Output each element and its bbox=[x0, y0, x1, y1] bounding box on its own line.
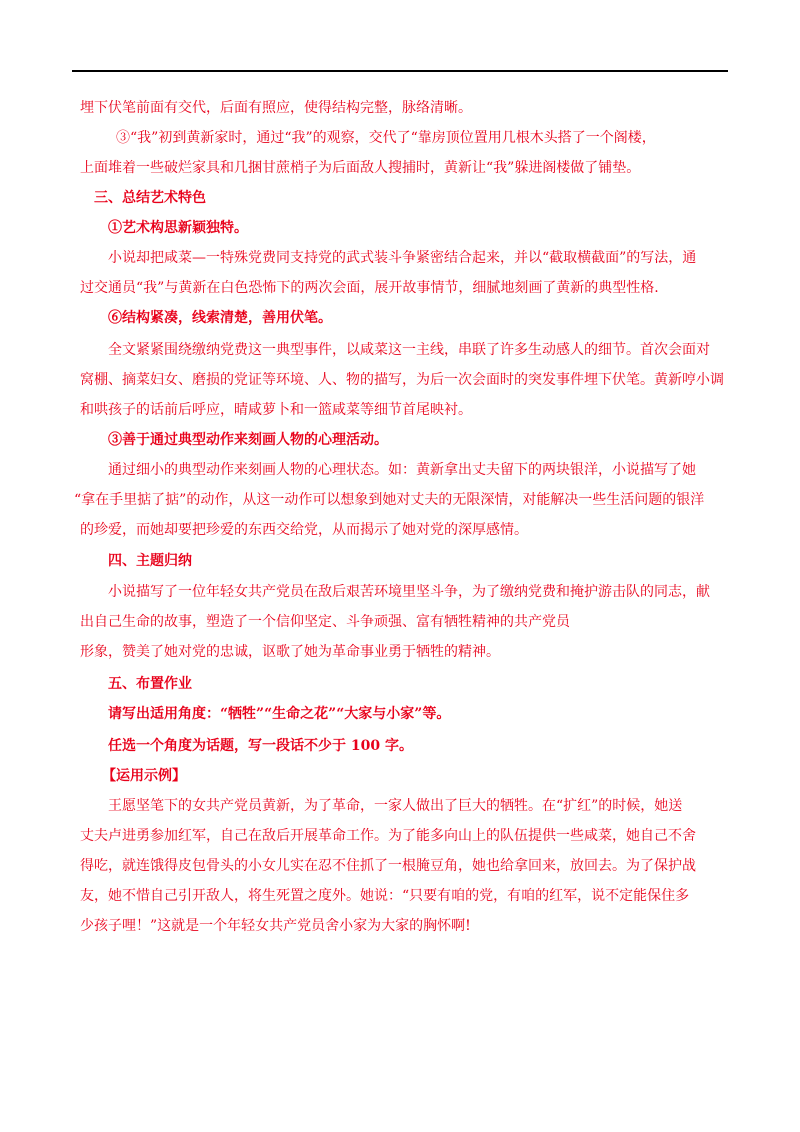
paragraph-line: 的珍爱，而她却要把珍爱的东西交给党，从而揭示了她对党的深厚感情。 bbox=[80, 522, 528, 538]
paragraph-line: ③“我”初到黄新家时，通过“我”的观察，交代了“靠房顶位置用几根木头搭了一个阁楼， bbox=[116, 130, 656, 146]
paragraph-line: 小说描写了一位年轻女共产党员在敌后艰苦环境里坚斗争，为了缴纳党费和掩护游击队的同志，献 bbox=[108, 584, 710, 600]
paragraph-line: 形象，赞美了她对党的忠诚，讴歌了她为革命事业勇于牺牲的精神。 bbox=[80, 644, 500, 660]
assignment-line: 请写出适用角度：“牺牲”“生命之花”“大家与小家”等。 bbox=[108, 706, 451, 722]
example-heading: 【运用示例】 bbox=[102, 768, 186, 784]
paragraph-line: 全文紧紧围绕缴纳党费这一典型事件，以咸菜这一主线，串联了许多生动感人的细节。首次会面对 bbox=[108, 342, 710, 358]
paragraph-line: 过交通员“我”与黄新在白色恐怖下的两次会面，展开故事情节，细腻地刻画了黄新的典型性格. bbox=[80, 280, 659, 296]
paragraph-line: 王愿坚笔下的女共产党员黄新，为了革命，一家人做出了巨大的牺牲。在“扩红”的时候，她送 bbox=[108, 798, 683, 814]
paragraph-line: 上面堆着一些破烂家具和几捆甘蔗梢子为后面敌人搜捕时，黄新让“我”躲进阁楼做了铺垫。 bbox=[80, 160, 641, 176]
paragraph-line: 少孩子哩！”这就是一个年轻女共产党员舍小家为大家的胸怀啊! bbox=[80, 918, 471, 934]
paragraph-line: 和哄孩子的话前后呼应，晴咸萝卜和一篮咸菜等细节首尾映衬。 bbox=[80, 402, 472, 418]
section-heading: 三、总结艺术特色 bbox=[94, 190, 206, 206]
paragraph-line: 得吃，就连饿得皮包骨头的小女儿实在忍不住抓了一根腌豆角，她也给拿回来，放回去。为了保护战 bbox=[80, 858, 696, 874]
paragraph-line: 通过细小的典型动作来刻画人物的心理状态。如：黄新拿出丈夫留下的两块银洋，小说描写了她 bbox=[108, 462, 696, 478]
paragraph-line: 出自己生命的故事，塑造了一个信仰坚定、斗争顽强、富有牺牲精神的共产党员 bbox=[80, 614, 570, 630]
paragraph-line: 小说却把咸菜—一特殊党费同支持党的武式装斗争紧密结合起来，并以“截取横截面”的写法，通 bbox=[108, 250, 697, 266]
section-heading: 四、主题归纳 bbox=[108, 553, 192, 569]
paragraph-line: 友，她不惜自己引开敌人，将生死置之度外。她说：“只要有咱的党，有咱的红军，说不定能保住多 bbox=[80, 888, 690, 904]
paragraph-line: “拿在手里掂了掂”的动作，从这一动作可以想象到她对丈夫的无限深情，对能解决一些生活问题的银洋 bbox=[74, 492, 705, 508]
paragraph-line: 窝棚、摘菜妇女、磨损的党证等环境、人、物的描写，为后一次会面时的突发事件埋下伏笔。黄新哼小调 bbox=[80, 372, 724, 388]
subsection-heading: ⑥结构紧凑，线索清楚，善用伏笔。 bbox=[108, 310, 332, 326]
assignment-line: 任选一个角度为话题，写一段话不少于 100 字。 bbox=[108, 738, 413, 754]
subsection-heading: ③善于通过典型动作来刻画人物的心理活动。 bbox=[108, 432, 388, 448]
paragraph-line: 丈夫卢进勇参加红军，自己在敌后开展革命工作。为了能多向山上的队伍提供一些咸菜，她自己不舍 bbox=[80, 828, 696, 844]
paragraph-line: 埋下伏笔前面有交代，后面有照应，使得结构完整，脉络清晰。 bbox=[80, 100, 472, 116]
header-rule bbox=[72, 70, 728, 72]
subsection-heading: ①艺术构思新颖独特。 bbox=[108, 220, 248, 236]
section-heading: 五、布置作业 bbox=[108, 676, 192, 692]
